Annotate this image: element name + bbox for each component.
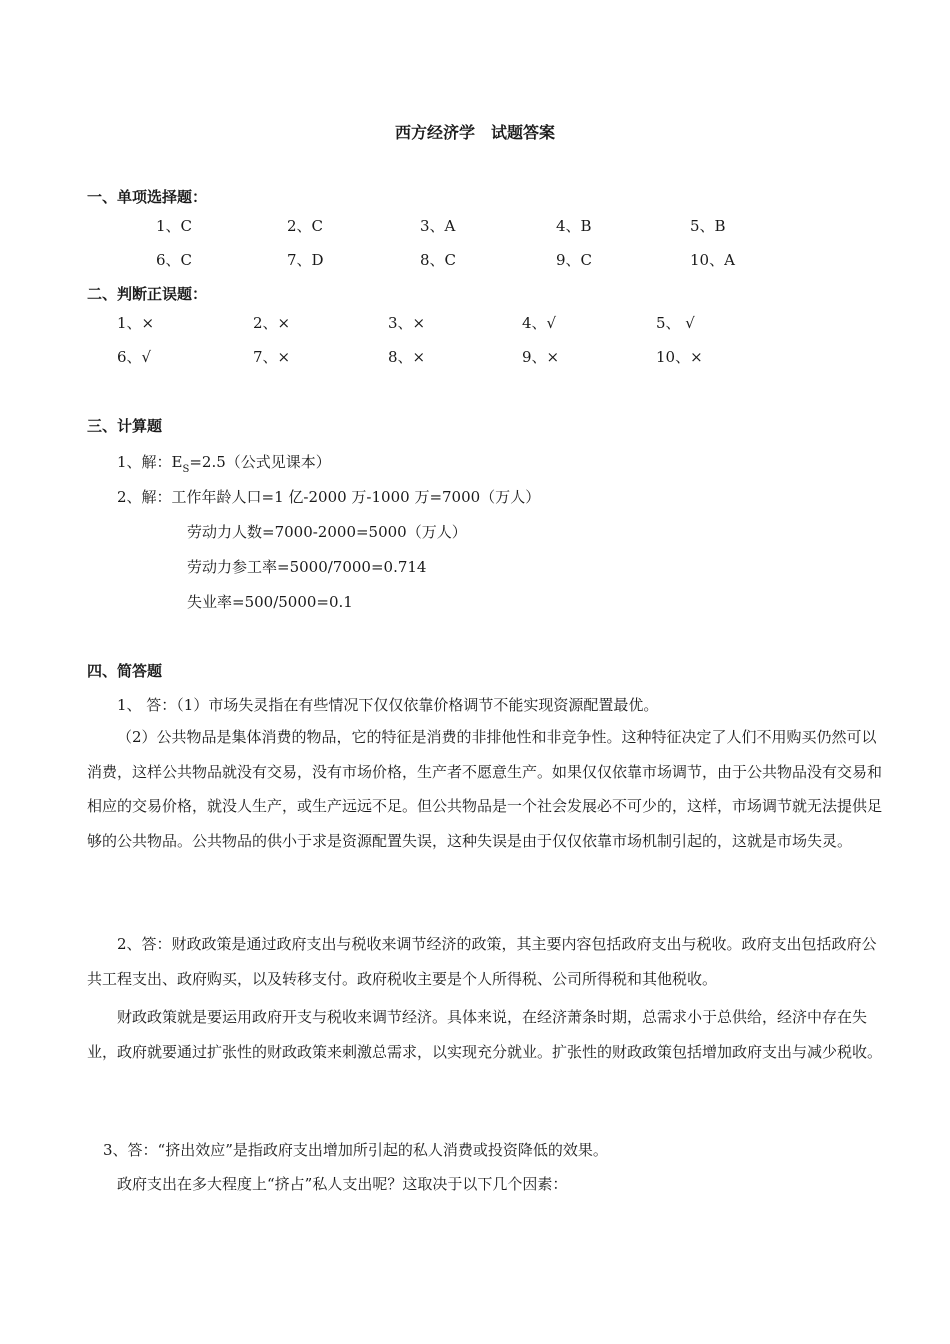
answer-cell: 2、× [253,314,291,332]
answer-cell: 8、C [420,251,457,269]
answer-cell: 3、A [420,217,456,235]
section-heading-short-answer: 四、简答题 [87,662,163,680]
section-heading-calculation: 三、计算题 [87,417,163,435]
calc-answer-2-line: 劳动力人数=7000-2000=5000（万人） [187,523,467,541]
short-answer-2-paragraph: 财政政策就是要运用政府开支与税收来调节经济。具体来说，在经济萧条时期，总需求小于总供给，经济中存在失业，政府就要通过扩张性的财政政策来刺激总需求，以实现充分就业。扩张性的财政政策包括增加政府支出与减少税收。 [87,1008,883,1061]
answer-cell: 7、× [253,348,291,366]
short-answer-3-line: 3、答：“挤出效应”是指政府支出增加所引起的私人消费或投资降低的效果。 [103,1141,608,1159]
answer-cell: 9、× [522,348,560,366]
answer-cell: 6、C [156,251,193,269]
section-heading-true-false: 二、判断正误题： [87,285,208,303]
calc-answer-1 [117,451,331,475]
calc-answer-1-prefix: 1、解：E [117,453,183,471]
answer-cell: 4、B [556,217,592,235]
calc-answer-1-subscript: S [182,464,190,475]
section-heading-single-choice: 一、单项选择题： [87,188,208,206]
short-answer-2-paragraph: 2、答：财政政策是通过政府支出与税收来调节经济的政策，其主要内容包括政府支出与税收。政府支出包括政府公共工程支出、政府购买，以及转移支付。政府税收主要是个人所得税、公司所得税和其他税收。 [87,935,877,988]
answer-cell: 10、× [656,348,703,366]
calc-answer-2-line: 失业率=500/5000=0.1 [187,593,353,611]
answer-cell: 7、D [287,251,324,269]
answer-cell: 6、√ [117,348,152,366]
answer-cell: 9、C [556,251,593,269]
short-answer-1-paragraph: （2）公共物品是集体消费的物品，它的特征是消费的非排他性和非竞争性。这种特征决定了人们不用购买仍然可以消费，这样公共物品就没有交易，没有市场价格，生产者不愿意生产。如果仅仅依靠市场调节，由于公共物品没有交易和相应的交易价格，就没人生产，或生产远远不足。但公共物品是一个社会发展必不可少的，这样，市场调节就无法提供足够的公共物品。公共物品的供小于求是资源配置失误，这种失误是由于仅仅依靠市场机制引起的，这就是市场失灵。 [87,728,883,850]
answer-cell: 1、C [156,217,193,235]
short-answer-3-line: 政府支出在多大程度上“挤占”私人支出呢？这取决于以下几个因素： [117,1175,568,1193]
short-answer-1-line: 1、 答：（1）市场失灵指在有些情况下仅仅依靠价格调节不能实现资源配置最优。 [117,696,659,714]
calc-answer-2-line: 2、解：工作年龄人口=1 亿-2000 万-1000 万=7000（万人） [117,488,541,506]
answer-cell: 1、× [117,314,155,332]
answer-cell: 3、× [388,314,426,332]
answer-cell: 8、× [388,348,426,366]
calc-answer-1-suffix: =2.5（公式见课本） [189,453,331,471]
answer-cell: 5、 √ [656,314,695,332]
answer-cell: 10、A [690,251,735,269]
answer-cell: 2、C [287,217,324,235]
answer-cell: 5、B [690,217,726,235]
answer-cell: 4、√ [522,314,557,332]
calc-answer-2-line: 劳动力参工率=5000/7000=0.714 [187,558,427,576]
page-title: 西方经济学 试题答案 [394,123,555,142]
